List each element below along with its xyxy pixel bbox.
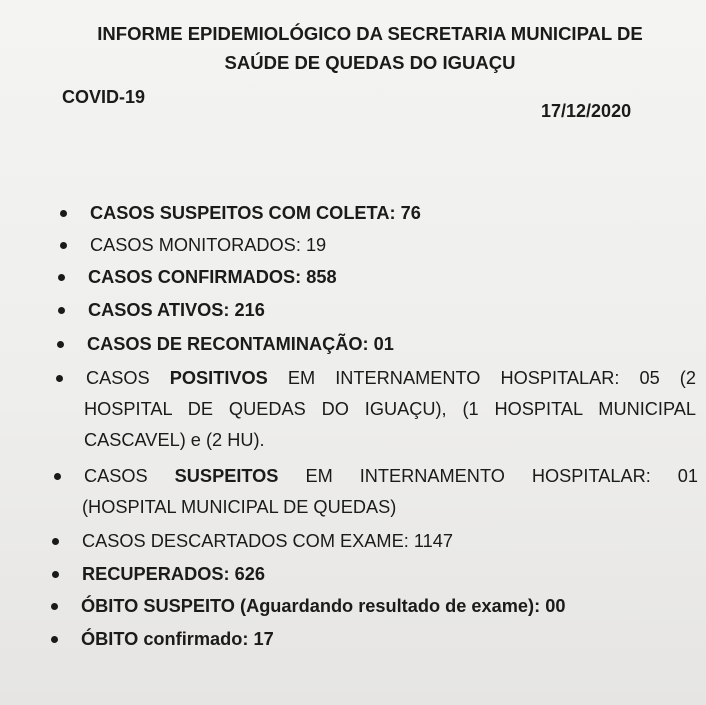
item-text-line3: CASCAVEL) e (2 HU). bbox=[84, 430, 265, 450]
bullet-icon bbox=[60, 242, 67, 249]
item-value: 17 bbox=[253, 629, 274, 649]
bullet-icon bbox=[54, 473, 61, 480]
item-highlight: SUSPEITOS bbox=[174, 466, 279, 486]
bullet-icon bbox=[56, 375, 63, 382]
item-value: 216 bbox=[234, 300, 265, 320]
list-item-positivos-internamento bbox=[56, 363, 696, 456]
list-item-descartados bbox=[52, 526, 453, 557]
item-label: ÓBITO confirmado: bbox=[81, 629, 249, 649]
list-item-recuperados bbox=[52, 559, 265, 590]
item-value: 00 bbox=[545, 596, 566, 616]
subject-label: COVID-19 bbox=[62, 87, 146, 107]
item-text-line2: (HOSPITAL MUNICIPAL DE QUEDAS) bbox=[82, 497, 397, 517]
document-title-line1: INFORME EPIDEMIOLÓGICO DA SECRETARIA MUNICIPAL DE bbox=[97, 23, 643, 44]
document-title-line2: SAÚDE DE QUEDAS DO IGUAÇU bbox=[224, 52, 516, 73]
item-label: RECUPERADOS: bbox=[82, 564, 230, 584]
bullet-icon bbox=[57, 341, 64, 348]
item-value: 626 bbox=[234, 564, 265, 584]
item-text-line1: EM INTERNAMENTO HOSPITALAR: 01 bbox=[305, 466, 698, 486]
list-item-recontaminacao bbox=[57, 329, 394, 360]
item-highlight: POSITIVOS bbox=[169, 368, 268, 388]
bullet-icon bbox=[52, 571, 59, 578]
list-item-monitorados bbox=[60, 230, 326, 261]
list-item-obito-suspeito bbox=[51, 591, 565, 622]
item-prefix: CASOS bbox=[84, 466, 148, 486]
list-item-confirmados bbox=[58, 262, 337, 293]
list-item-suspeitos-coleta bbox=[60, 198, 421, 229]
item-label: CASOS DESCARTADOS COM EXAME: bbox=[82, 531, 409, 551]
item-value: 1147 bbox=[413, 531, 453, 551]
item-text-line2: HOSPITAL DE QUEDAS DO IGUAÇU), (1 HOSPITAL MUNICIPAL bbox=[84, 399, 696, 419]
report-date: 17/12/2020 bbox=[541, 101, 632, 121]
bullet-icon bbox=[52, 538, 59, 545]
item-label: ÓBITO SUSPEITO (Aguardando resultado de exame): bbox=[81, 596, 541, 616]
item-label: CASOS DE RECONTAMINAÇÃO: bbox=[87, 334, 369, 354]
item-prefix: CASOS bbox=[86, 368, 150, 388]
item-value: 76 bbox=[400, 203, 421, 223]
bullet-icon bbox=[60, 210, 67, 217]
item-label: CASOS CONFIRMADOS: bbox=[88, 267, 302, 287]
item-label: CASOS ATIVOS: bbox=[88, 300, 230, 320]
bullet-icon bbox=[51, 603, 58, 610]
list-item-obito-confirmado bbox=[51, 624, 274, 655]
item-value: 01 bbox=[373, 334, 394, 354]
item-label: CASOS MONITORADOS: bbox=[90, 235, 301, 255]
item-text-line1: EM INTERNAMENTO HOSPITALAR: 05 (2 bbox=[287, 368, 696, 388]
item-value: 19 bbox=[305, 235, 327, 255]
bullet-icon bbox=[51, 636, 58, 643]
item-label: CASOS SUSPEITOS COM COLETA: bbox=[90, 203, 396, 223]
list-item-ativos bbox=[58, 295, 265, 326]
item-value: 858 bbox=[306, 267, 337, 287]
bullet-icon bbox=[58, 307, 65, 314]
bullet-icon bbox=[58, 274, 65, 281]
list-item-suspeitos-internamento bbox=[54, 461, 698, 523]
